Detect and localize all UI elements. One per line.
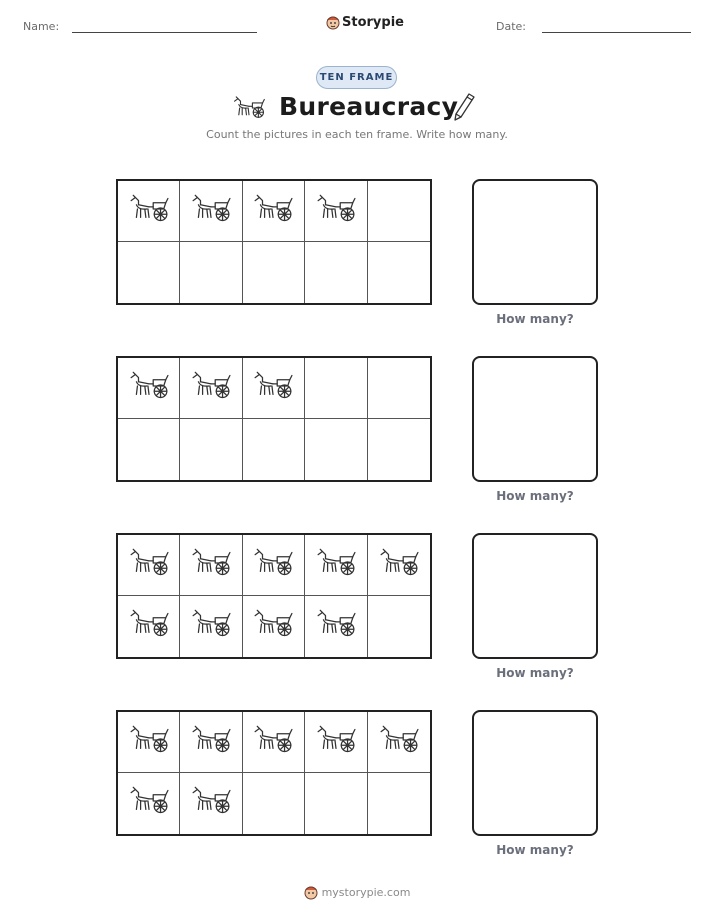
horse-carriage-icon [190, 786, 232, 821]
answer-box[interactable] [472, 533, 598, 659]
footer-site: mystorypie.com [321, 885, 411, 899]
ten-frame-cell [368, 242, 430, 303]
ten-frame-cell [305, 242, 367, 303]
horse-carriage-icon [252, 371, 294, 406]
horse-carriage-icon [252, 725, 294, 760]
horse-carriage-icon [378, 548, 420, 583]
ten-frame-cell [368, 358, 430, 419]
ten-frame [116, 356, 432, 482]
ten-frame-cell [180, 712, 242, 773]
answer-box[interactable] [472, 710, 598, 836]
how-many-label: How many? [496, 843, 574, 857]
date-line[interactable] [542, 32, 691, 33]
how-many-label: How many? [496, 666, 574, 680]
ten-frame-cell [180, 181, 242, 242]
worksheet-title: Bureaucracy [279, 92, 459, 121]
horse-carriage-icon [190, 548, 232, 583]
horse-carriage-icon [190, 725, 232, 760]
ten-frame-cell [118, 773, 180, 834]
ten-frame-cell [180, 535, 242, 596]
pencil-icon [452, 92, 476, 122]
ten-frame-cell [243, 242, 305, 303]
horse-carriage-icon [315, 609, 357, 644]
footer [0, 884, 714, 900]
ten-frame-cell [180, 242, 242, 303]
ten-frame-cell [305, 181, 367, 242]
horse-carriage-icon [378, 725, 420, 760]
ten-frame-cell [243, 773, 305, 834]
ten-frame-cell [305, 596, 367, 657]
ten-frame-cell [118, 181, 180, 242]
ten-frame-cell [118, 712, 180, 773]
horse-carriage-icon [315, 725, 357, 760]
ten-frame-cell [243, 712, 305, 773]
ten-frame-cell [180, 596, 242, 657]
horse-carriage-icon [128, 609, 170, 644]
ten-frame-cell [305, 712, 367, 773]
brand-name: Storypie [342, 14, 404, 30]
horse-carriage-icon [252, 609, 294, 644]
ten-frame-cell [118, 596, 180, 657]
horse-carriage-icon [128, 194, 170, 229]
ten-frame-cell [243, 535, 305, 596]
ten-frame [116, 179, 432, 305]
horse-carriage-icon [315, 548, 357, 583]
ten-frame-cell [368, 596, 430, 657]
horse-carriage-icon [232, 96, 266, 120]
ten-frame-cell [368, 419, 430, 480]
horse-carriage-icon [128, 371, 170, 406]
ten-frame-cell [368, 181, 430, 242]
ten-frame-cell [180, 419, 242, 480]
name-line[interactable] [72, 32, 257, 33]
ten-frame-cell [118, 242, 180, 303]
ten-frame [116, 533, 432, 659]
ten-frame-cell [305, 535, 367, 596]
ten-frame-cell [180, 773, 242, 834]
title-row [0, 92, 714, 126]
ten-frame-cell [118, 535, 180, 596]
answer-box[interactable] [472, 356, 598, 482]
instructions: Count the pictures in each ten frame. Write how many. [206, 128, 508, 141]
ten-frame-cell [243, 358, 305, 419]
how-many-label: How many? [496, 312, 574, 326]
how-many-label: How many? [496, 489, 574, 503]
horse-carriage-icon [128, 548, 170, 583]
date-label: Date: [496, 20, 526, 33]
ten-frame-cell [118, 419, 180, 480]
horse-carriage-icon [252, 194, 294, 229]
horse-carriage-icon [128, 725, 170, 760]
storypie-mascot-icon [304, 884, 318, 900]
brand-logo [326, 14, 404, 30]
ten-frame-cell [118, 358, 180, 419]
ten-frame-cell [180, 358, 242, 419]
ten-frame-cell [305, 773, 367, 834]
ten-frame-cell [305, 419, 367, 480]
ten-frame-cell [243, 596, 305, 657]
horse-carriage-icon [190, 194, 232, 229]
horse-carriage-icon [128, 786, 170, 821]
ten-frame-cell [368, 773, 430, 834]
horse-carriage-icon [315, 194, 357, 229]
ten-frame-cell [368, 535, 430, 596]
horse-carriage-icon [252, 548, 294, 583]
storypie-mascot-icon [326, 14, 340, 30]
ten-frame-cell [305, 358, 367, 419]
name-label: Name: [23, 20, 60, 33]
ten-frame-cell [243, 419, 305, 480]
horse-carriage-icon [190, 609, 232, 644]
ten-frame-cell [368, 712, 430, 773]
answer-box[interactable] [472, 179, 598, 305]
ten-frame-cell [243, 181, 305, 242]
worksheet-type-badge: TEN FRAME [316, 66, 397, 89]
ten-frame [116, 710, 432, 836]
horse-carriage-icon [190, 371, 232, 406]
